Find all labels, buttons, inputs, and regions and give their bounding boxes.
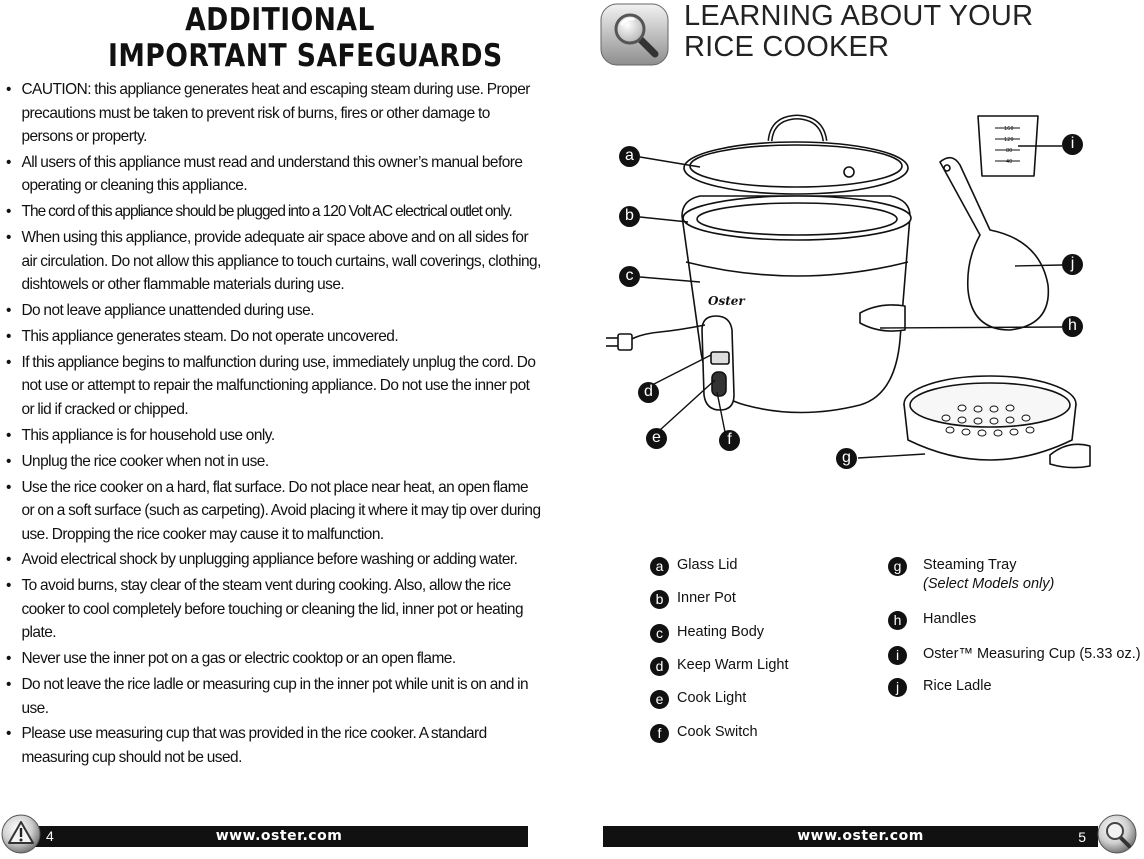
legend-item-h (888, 611, 976, 630)
title-line-1: ADDITIONAL (185, 2, 375, 38)
safeguards-list (6, 78, 541, 772)
cup-mark: 80 (1006, 148, 1013, 154)
legend-item-g (888, 557, 1054, 592)
legend-item-b (650, 590, 736, 609)
safeguard-item: • When using this appliance, provide adequate air space above and on all sides for air circulation. Do not allow this appliance to touch curtains, wall coverings, clothing, dishtowels or other flammable materials during use. (6, 226, 543, 297)
callout-c: c (619, 266, 640, 287)
legend-item-j (888, 678, 992, 697)
legend-label: Oster™ Measuring Cup (5.33 oz.) (923, 646, 1141, 662)
legend-item-a (650, 557, 737, 576)
title-line-2: RICE COOKER (684, 31, 890, 63)
legend-item-e (650, 690, 746, 709)
callout-b: b (619, 206, 640, 227)
callout-h: h (1062, 316, 1083, 337)
callout-e: e (646, 428, 667, 449)
callout-g: g (836, 448, 857, 469)
page-number-right: 5 (1078, 829, 1086, 845)
safeguard-item: • The cord of this appliance should be plugged into a 120 Volt AC electrical outlet only. (6, 200, 543, 224)
safeguard-item: • This appliance generates steam. Do not operate uncovered. (6, 325, 543, 349)
legend-key: d (650, 657, 669, 676)
rice-cooker-diagram (600, 100, 1100, 490)
legend-key: e (650, 690, 669, 709)
magnifier-icon (600, 3, 670, 67)
rice-cooker-title (684, 1, 1033, 63)
legend-key: f (650, 724, 669, 743)
callout-d: d (638, 382, 659, 403)
safeguard-item: • Unplug the rice cooker when not in use. (6, 450, 543, 474)
footer-right (603, 826, 1098, 847)
legend-label: Cook Switch (677, 724, 758, 740)
legend-label: Rice Ladle (923, 678, 992, 694)
cup-mark: 160 (1004, 126, 1014, 132)
legend-label: Cook Light (677, 690, 747, 706)
safeguard-item: • Do not leave the rice ladle or measuring cup in the inner pot while unit is on and in use. (6, 673, 543, 720)
safeguard-item: • Use the rice cooker on a hard, flat surface. Do not place near heat, an open flame or on a soft surface (such as carpeting). Avoid placing it where it may tip over during use. Dropping the rice cooker may cause it to malfunction. (6, 476, 543, 547)
legend-label: Keep Warm Light (677, 657, 789, 673)
callout-a: a (619, 146, 640, 167)
safeguard-item: • Never use the inner pot on a gas or electric cooktop or an open flame. (6, 647, 543, 671)
cup-mark: 120 (1004, 137, 1014, 143)
legend-key: a (650, 557, 669, 576)
safeguard-item: • Please use measuring cup that was provided in the rice cooker. A standard measuring cup should not be used. (6, 722, 543, 769)
legend-key: c (650, 624, 669, 643)
callout-f: f (719, 430, 740, 451)
legend-item-d (650, 657, 788, 676)
legend-label: Glass Lid (677, 557, 738, 573)
title-line-2: IMPORTANT SAFEGUARDS (108, 38, 503, 74)
safeguard-item: • If this appliance begins to malfunction during use, immediately unplug the cord. Do not use or attempt to repair the malfunctioning appliance. Do not use the inner pot or lid if cracked or chipped. (6, 351, 543, 422)
title-line-1: LEARNING ABOUT YOUR (684, 0, 1034, 32)
legend-item-i (888, 646, 1141, 665)
footer-left (30, 826, 528, 847)
legend-label: Steaming Tray (923, 557, 1017, 573)
safeguard-item: • To avoid burns, stay clear of the steam vent during cooking. Also, allow the rice cooker to cool completely before touching or cleaning the lid, inner pot or heating plate. (6, 574, 543, 645)
legend-key: g (888, 557, 907, 576)
legend-label: Inner Pot (677, 590, 736, 606)
legend-item-c (650, 624, 764, 643)
page-number-left: 4 (46, 828, 54, 844)
safeguards-title (108, 2, 503, 74)
legend-key: i (888, 646, 907, 665)
footer-url-left[interactable]: www.oster.com (215, 828, 343, 844)
callout-j: j (1062, 254, 1083, 275)
safeguard-item: • All users of this appliance must read and understand this owner’s manual before operating or cleaning this appliance. (6, 151, 543, 198)
warning-triangle-icon (0, 812, 42, 854)
safeguard-item: • CAUTION: this appliance generates heat and escaping steam during use. Proper precautions must be taken to prevent risk of burns, fires or other damage to persons or property. (6, 78, 543, 149)
safeguard-item: • Do not leave appliance unattended during use. (6, 299, 543, 323)
safeguard-item: • Avoid electrical shock by unplugging appliance before washing or adding water. (6, 548, 543, 572)
footer-url-right[interactable]: www.oster.com (797, 828, 924, 844)
legend-key: b (650, 590, 669, 609)
brand-mark: Oster (708, 294, 745, 308)
rice-ladle-shape (940, 158, 1048, 330)
legend-key: j (888, 678, 907, 697)
magnifier-icon (1096, 812, 1138, 854)
safeguard-item: • This appliance is for household use only. (6, 424, 543, 448)
legend-item-f (650, 724, 758, 743)
legend-label: Handles (923, 611, 977, 627)
cup-mark: 40 (1006, 159, 1013, 165)
legend-label: Heating Body (677, 624, 765, 640)
legend-key: h (888, 611, 907, 630)
callout-i: i (1062, 134, 1083, 155)
legend-note: (Select Models only) (923, 576, 1055, 592)
